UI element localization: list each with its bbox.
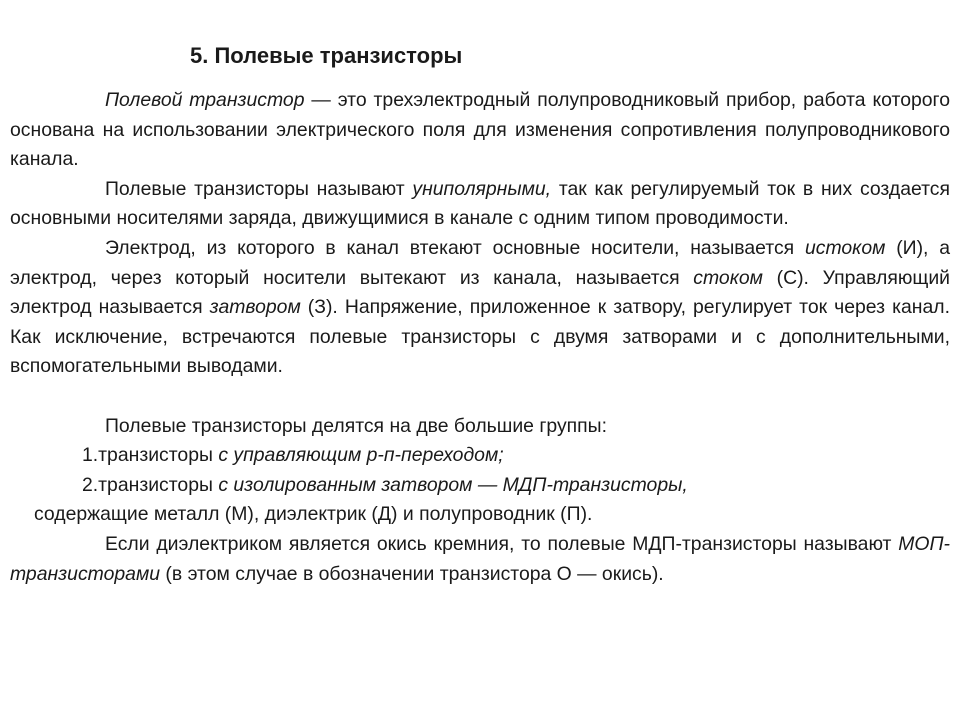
text-span: Если диэлектриком является окись кремния, то полевые МДП-транзисторы называют: [105, 532, 899, 555]
term-pn-junction: с управляющим р-п-переходом;: [218, 444, 504, 467]
paragraph-mos: [10, 530, 950, 589]
text-span: так как регулируемый ток в них создается основными носителями заряда, движущимися в канале с одним типом проводимости.: [10, 177, 950, 230]
term-drain: стоком: [693, 266, 763, 289]
term-unipolar: униполярными,: [412, 177, 552, 200]
term-gate: затвором: [209, 296, 301, 319]
paragraph-unipolar: [10, 175, 950, 234]
paragraph-electrodes: [10, 234, 950, 382]
term-insulated-gate: с изолированным затвором — МДП-транзисторы,: [218, 473, 688, 496]
document-body: [10, 86, 950, 589]
list-item-1: [10, 441, 950, 471]
text-span: 1.транзисторы: [82, 444, 219, 467]
list-item-2-continuation: содержащие металл (М), диэлектрик (Д) и полупроводник (П).: [34, 503, 593, 526]
text-span: Полевые транзисторы называют: [105, 177, 413, 200]
list-item-2: [10, 471, 950, 501]
text-span: (в этом случае в обозначении транзистора О — окись).: [160, 562, 664, 585]
text-span: (С). Управляющий электрод называется: [10, 266, 950, 319]
page-title: 5. Полевые транзисторы: [190, 43, 463, 68]
text-span: Электрод, из которого в канал втекают основные носители, называется: [105, 236, 805, 259]
paragraph-gap: [10, 382, 950, 412]
paragraph-definition: [10, 86, 950, 175]
text-span: (З). Напряжение, приложенное к затвору, регулирует ток через канал. Как исключение, встречаются полевые транзисторы с двумя затворами и с дополнительными, вспомогательными выводами.: [10, 296, 950, 378]
text-span: — это трехэлектродный полупроводниковый прибор, работа которого основана на использовании электрического поля для изменения сопротивления полупроводникового канала.: [10, 89, 950, 171]
term-source: истоком: [804, 236, 886, 259]
term-field-transistor: Полевой транзистор: [105, 89, 305, 111]
paragraph-groups: Полевые транзисторы делятся на две большие группы:: [105, 414, 607, 437]
term-mos-transistors: МОП-транзисторами: [10, 532, 950, 585]
text-span: (И), а электрод, через который носители вытекают из канала, называется: [10, 236, 950, 289]
text-span: 2.транзисторы: [82, 473, 219, 496]
